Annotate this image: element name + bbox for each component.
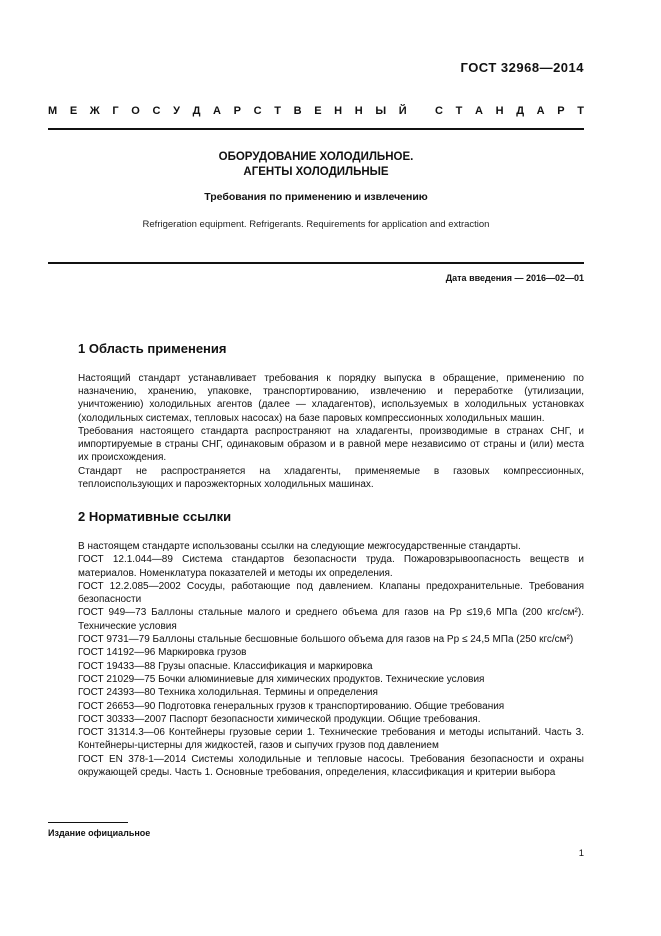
reference-item: ГОСТ 30333—2007 Паспорт безопасности химической продукции. Общие требования. <box>78 713 481 725</box>
section-1-paragraph-2 <box>78 425 584 465</box>
reference-item: ГОСТ 12.2.085—2002 Сосуды, работающие под давлением. Клапаны предохранительные. Требования безопасности <box>78 580 584 606</box>
interstate-letter: А <box>475 105 483 117</box>
interstate-letter: В <box>293 105 302 117</box>
interstate-letter: У <box>173 105 180 117</box>
interstate-letter: Г <box>112 105 119 117</box>
official-edition-label: Издание официальное <box>48 828 151 838</box>
interstate-letter: Е <box>69 105 78 117</box>
reference-item: ГОСТ 19433—88 Грузы опасные. Классификация и маркировка <box>78 660 373 672</box>
page-number: 1 <box>578 848 584 859</box>
reference-item: ГОСТ EN 378-1—2014 Системы холодильные и тепловые насосы. Требования безопасности и охраны окружающей среды. Часть 1. Основные требования, определения, классификация и критерии выбора <box>78 753 584 779</box>
normative-references-list <box>78 540 584 779</box>
section-1-paragraph-2-text: Требования настоящего стандарта распространяют на хладагенты, производимые в странах СНГ, и импортируемые в страны СНГ, одинаковым образом и в равной мере независимо от страны и (или) места их происхождения. <box>78 426 584 464</box>
interstate-letter: Е <box>314 105 322 117</box>
reference-item: ГОСТ 26653—90 Подготовка генеральных грузов к транспортированию. Общие требования <box>78 700 505 712</box>
section-1-paragraph-3 <box>78 465 584 491</box>
references-intro: В настоящем стандарте использованы ссылки на следующие межгосударственные стандарты. <box>78 541 521 552</box>
interstate-letter: Т <box>577 105 584 117</box>
interstate-letter: Т <box>455 105 463 117</box>
interstate-letter: А <box>536 105 545 117</box>
interstate-letter: Р <box>233 105 241 117</box>
interstate-letter: Р <box>557 105 565 117</box>
interstate-letter: Н <box>334 105 343 117</box>
title-line-2: АГЕНТЫ ХОЛОДИЛЬНЫЕ <box>243 166 389 178</box>
interstate-letter: Д <box>192 105 201 117</box>
interstate-letter: Ы <box>375 105 387 117</box>
interstate-letter: М <box>48 105 58 117</box>
interstate-letter: Ж <box>89 105 100 117</box>
introduction-date: Дата введения — 2016—02—01 <box>445 273 584 283</box>
reference-item: ГОСТ 14192—96 Маркировка грузов <box>78 647 247 659</box>
section-1-paragraph-1 <box>78 372 584 425</box>
title-line-1: ОБОРУДОВАНИЕ ХОЛОДИЛЬНОЕ. <box>218 151 414 163</box>
section-1-heading: 1 Область применения <box>78 341 227 356</box>
interstate-letter: Й <box>398 105 407 117</box>
interstate-letter: Н <box>354 105 363 117</box>
interstate-letter: Н <box>495 105 504 117</box>
section-1-paragraph-3-text: Стандарт не распространяется на хладагенты, применяемые в газовых компрессионных, теплоиспользующих и пароэжекторных холодильных машинах. <box>78 466 584 491</box>
top-divider <box>48 128 584 130</box>
interstate-letter: С <box>435 105 443 117</box>
interstate-letter: С <box>253 105 262 117</box>
document-code: ГОСТ 32968—2014 <box>460 60 584 75</box>
reference-item: ГОСТ 24393—80 Техника холодильная. Термины и определения <box>78 687 378 699</box>
interstate-letter: А <box>213 105 221 117</box>
section-2-heading: 2 Нормативные ссылки <box>78 509 232 524</box>
title-divider <box>48 262 584 264</box>
title-english: Refrigeration equipment. Refrigerants. Requirements for application and extraction <box>142 219 490 230</box>
interstate-letter: О <box>131 105 140 117</box>
title-subtitle: Требования по применению и извлечению <box>204 191 428 203</box>
section-1-paragraph-1-text: Настоящий стандарт устанавливает требования к порядку выпуска в обращение, применению по назначению, хранению, упаковке, транспортированию, извлечению и переработке (утилизации, уничтожению) холодильных агентов (далее — хладагентов), используемых в холодильных установках (холодильных системах, тепловых насосах) на базе паровых компрессионных холодильных машин. <box>78 373 584 424</box>
reference-item: ГОСТ 12.1.044—89 Система стандартов безопасности труда. Пожаровзрывоопасность веществ и материалов. Номенклатура показателей и методы их определения. <box>78 554 584 579</box>
interstate-letter: Д <box>516 105 525 117</box>
reference-item: ГОСТ 31314.3—06 Контейнеры грузовые серии 1. Технические требования и методы испытаний. Часть 3. Контейнеры-цистерны для жидкостей, газов и сыпучих грузов под давлением <box>78 727 584 752</box>
reference-item: ГОСТ 9731—79 Баллоны стальные бесшовные большого объема для газов на Pp ≤ 24,5 МПа (250 кгс/см²) <box>78 634 574 646</box>
reference-item: ГОСТ 21029—75 Бочки алюминиевые для химических продуктов. Технические условия <box>78 673 485 685</box>
interstate-letter: С <box>152 105 161 117</box>
interstate-standard-banner <box>48 105 584 117</box>
reference-item: ГОСТ 949—73 Баллоны стальные малого и среднего объема для газов на Pp ≤19,6 МПа (200 кгс/см²). Технические условия <box>78 607 584 632</box>
footer-divider <box>48 822 128 823</box>
interstate-letter: Т <box>274 105 281 117</box>
interstate-letter <box>419 105 422 117</box>
